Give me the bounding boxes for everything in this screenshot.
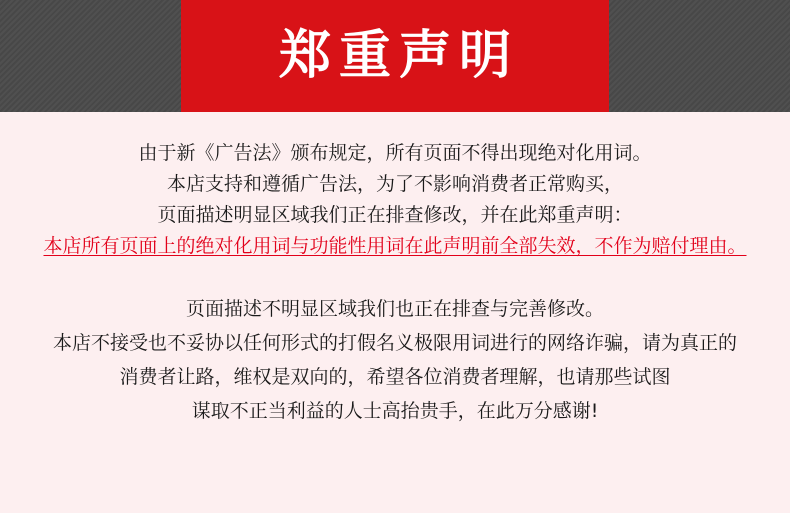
statement-line: 消费者让路，维权是双向的，希望各位消费者理解，也请那些试图 bbox=[119, 366, 671, 388]
section-spacer bbox=[18, 262, 772, 292]
statement-line: 谋取不正当利益的人士高抬贵手，在此万分感谢! bbox=[191, 400, 599, 422]
statement-highlight-line: 本店所有页面上的绝对化用词与功能性用词在此声明前全部失效，不作为赔付理由。 bbox=[43, 235, 747, 257]
statement-line: 本店支持和遵循广告法，为了不影响消费者正常购买， bbox=[166, 173, 623, 195]
statement-line: 页面描述明显区域我们正在排查修改，并在此郑重声明： bbox=[157, 204, 633, 226]
page-title: 郑重声明 bbox=[278, 26, 519, 86]
statement-line: 由于新《广告法》颁布规定，所有页面不得出现绝对化用词。 bbox=[138, 142, 652, 164]
statement-line: 本店不接受也不妥协以任何形式的打假名义极限用词进行的网络诈骗，请为真正的 bbox=[52, 332, 737, 354]
header-band bbox=[0, 0, 790, 112]
red-banner bbox=[181, 0, 609, 112]
statement-block-two bbox=[18, 292, 772, 428]
statement-body bbox=[0, 112, 790, 438]
statement-block-one bbox=[18, 138, 772, 231]
statement-line: 页面描述不明显区域我们也正在排查与完善修改。 bbox=[185, 298, 604, 320]
